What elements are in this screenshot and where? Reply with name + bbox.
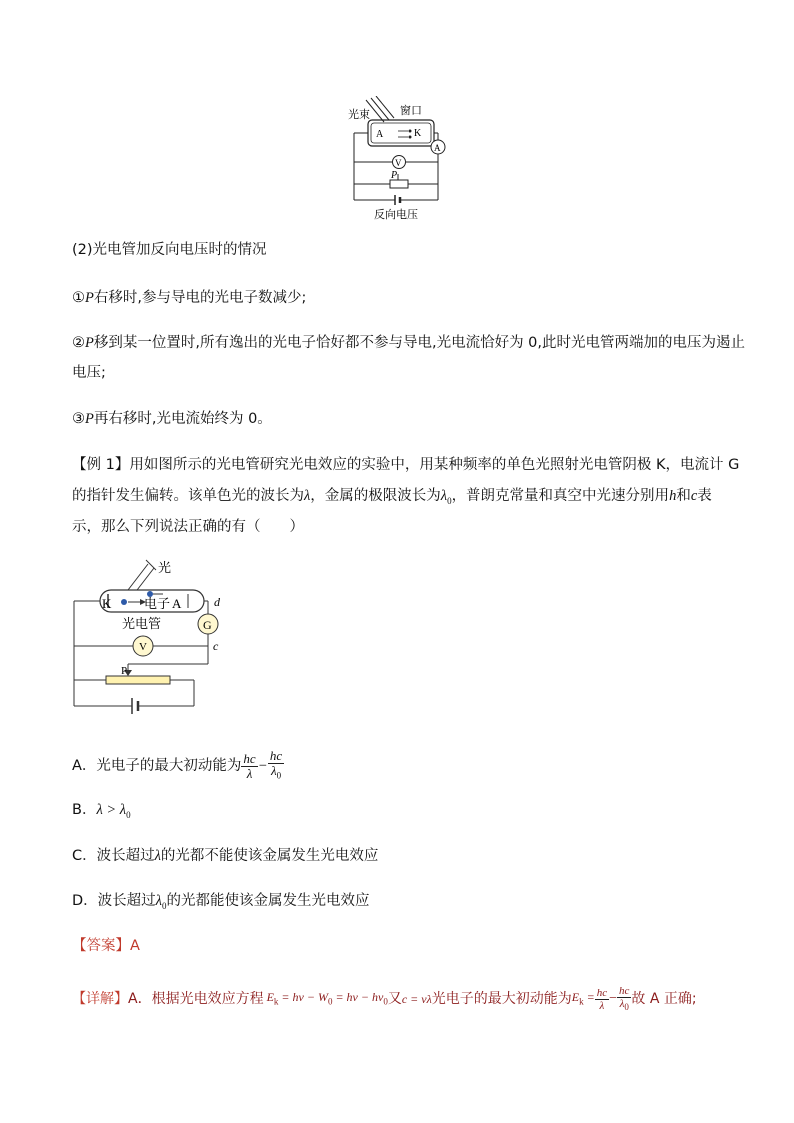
eq1-tail: = hν − hν bbox=[332, 989, 384, 1004]
example-line-2a: 的指针发生偏转。该单色光的波长为 bbox=[72, 488, 304, 504]
frac-den bbox=[618, 998, 631, 1013]
figure-phototube-circuit bbox=[68, 556, 228, 724]
equation-3 bbox=[572, 987, 595, 1011]
label-node-c: c bbox=[213, 639, 219, 653]
item-3-var: P bbox=[85, 411, 94, 427]
example-line-2b: ，金属的极限波长为 bbox=[310, 488, 441, 504]
frac-num: hc bbox=[243, 750, 256, 766]
option-c-lambda: λ bbox=[154, 848, 161, 864]
detail-label: 【详解】 bbox=[72, 991, 128, 1007]
label-voltmeter: V bbox=[395, 158, 402, 168]
minus-sign: − bbox=[258, 758, 267, 774]
detail-text-a: A．根据光电效应方程 bbox=[128, 991, 264, 1007]
option-a[interactable] bbox=[72, 746, 284, 786]
eq1-nu0: 0 bbox=[383, 996, 388, 1007]
label-slider: P bbox=[391, 170, 398, 181]
item-1 bbox=[72, 288, 306, 308]
figure-caption: 反向电压 bbox=[374, 209, 418, 221]
option-c-prefix: C．波长超过 bbox=[72, 848, 155, 864]
frac-num: hc bbox=[619, 984, 630, 997]
item-1-var: P bbox=[85, 290, 94, 306]
option-b-sub: 0 bbox=[126, 809, 131, 820]
answer-label: 【答案】 bbox=[72, 938, 130, 954]
label-anode-a: A bbox=[172, 596, 182, 611]
example-tag: 【例 1】 bbox=[72, 457, 130, 473]
detail-fraction-1 bbox=[595, 987, 609, 1012]
item-3-text: 再右移时,光电流始终为 0。 bbox=[93, 411, 272, 427]
frac-den bbox=[269, 764, 283, 783]
label-cathode: K bbox=[414, 128, 422, 139]
detail-minus: − bbox=[609, 991, 618, 1006]
eq3-eq: = bbox=[583, 989, 595, 1004]
option-d-text: 的光都能使该金属发生光电效应 bbox=[166, 893, 370, 909]
option-d[interactable] bbox=[72, 891, 369, 916]
answer bbox=[72, 936, 140, 956]
label-anode: A bbox=[376, 129, 384, 140]
answer-value: A bbox=[130, 938, 140, 954]
label-electron: 电子 bbox=[144, 596, 171, 611]
detail-line bbox=[72, 982, 697, 1016]
option-d-sub: 0 bbox=[161, 900, 167, 911]
equation-1 bbox=[267, 987, 388, 1011]
circuit-diagram-2 bbox=[68, 556, 228, 724]
eq1-e: E bbox=[266, 989, 274, 1004]
label-light: 光 bbox=[158, 560, 172, 575]
item-3-number: ③ bbox=[72, 411, 85, 427]
item-2-var: P bbox=[85, 335, 94, 351]
fraction-hc-lambda bbox=[241, 752, 257, 781]
example-line-2e: 表 bbox=[697, 488, 712, 504]
frac-den-sub: 0 bbox=[276, 770, 282, 781]
frac-den-lambda: λ bbox=[270, 763, 277, 779]
example-line-2c: ，普朗克常量和真空中光速分别用 bbox=[451, 488, 670, 504]
option-c-text: 的光都不能使该金属发生光电效应 bbox=[160, 848, 379, 864]
label-slider-p: P bbox=[121, 665, 128, 677]
item-2 bbox=[72, 333, 745, 353]
item-2-text-line1: 移到某一位置时,所有逸出的光电子恰好都不参与导电,光电流恰好为 0,此时光电管两端加的电压为遏止 bbox=[93, 335, 746, 351]
frac-num: hc bbox=[596, 986, 608, 999]
example-line-2d: 和 bbox=[676, 488, 691, 504]
frac-num: hc bbox=[269, 748, 283, 764]
eq3-sub: k bbox=[579, 996, 584, 1007]
label-ammeter: A bbox=[434, 143, 441, 153]
eq1-w0: 0 bbox=[327, 996, 333, 1007]
example-line-1-text: 用如图所示的光电管研究光电效应的实验中，用某种频率的单色光照射光电管阴极 K，电流计 G bbox=[129, 457, 740, 473]
figure-reverse-voltage-circuit bbox=[340, 96, 460, 222]
lambda0-subscript: 0 bbox=[447, 495, 452, 506]
eq3-e: E bbox=[571, 989, 580, 1004]
example-line-3: 示，那么下列说法正确的有（ ） bbox=[72, 519, 304, 535]
item-1-text: 右移时,参与导电的光电子数减少; bbox=[93, 290, 307, 306]
section-heading: (2)光电管加反向电压时的情况 bbox=[72, 242, 267, 258]
option-b-prefix: B． bbox=[72, 802, 97, 818]
detail-text-c: 光电子的最大初动能为 bbox=[431, 991, 572, 1007]
label-cathode-k: K bbox=[102, 596, 112, 611]
fraction-hc-lambda0 bbox=[268, 749, 284, 783]
example-line-1 bbox=[72, 455, 739, 475]
eq1-sub: k bbox=[273, 996, 279, 1007]
frac-den: λ bbox=[246, 765, 253, 781]
option-d-prefix: D．波长超过 bbox=[72, 893, 156, 909]
frac-den-sub: 0 bbox=[624, 1002, 629, 1013]
frac-den: λ bbox=[599, 999, 605, 1012]
lambda0-symbol: λ bbox=[440, 488, 448, 504]
label-phototube: 光电管 bbox=[122, 616, 162, 631]
option-b-expr: λ > λ bbox=[96, 802, 127, 818]
label-node-d: d bbox=[214, 595, 220, 609]
planck-h: h bbox=[669, 488, 677, 504]
example-line-2 bbox=[72, 486, 712, 511]
option-a-prefix: A．光电子的最大初动能为 bbox=[72, 758, 242, 774]
option-c[interactable] bbox=[72, 846, 378, 866]
detail-fraction-2 bbox=[617, 985, 631, 1013]
item-1-number: ① bbox=[72, 290, 85, 306]
item-2-number: ② bbox=[72, 335, 85, 351]
label-galvanometer: G bbox=[203, 618, 212, 632]
circuit-diagram-1 bbox=[340, 96, 460, 222]
equation-2: c = νλ bbox=[401, 992, 432, 1006]
option-b[interactable] bbox=[72, 800, 131, 825]
eq1-rest: = hν − W bbox=[278, 989, 328, 1004]
frac-den-lambda: λ bbox=[619, 997, 625, 1010]
speed-c: c bbox=[690, 488, 698, 504]
item-3 bbox=[72, 409, 272, 429]
label-window: 窗口 bbox=[400, 105, 422, 117]
detail-text-d: 故 A 正确; bbox=[631, 991, 697, 1007]
lambda-symbol: λ bbox=[304, 488, 311, 504]
item-2-text-line2: 电压; bbox=[72, 365, 106, 381]
detail-text-b: 又 bbox=[387, 991, 402, 1007]
label-beam: 光束 bbox=[348, 109, 370, 121]
label-voltmeter-v: V bbox=[139, 641, 147, 653]
option-d-lambda: λ bbox=[155, 893, 162, 909]
